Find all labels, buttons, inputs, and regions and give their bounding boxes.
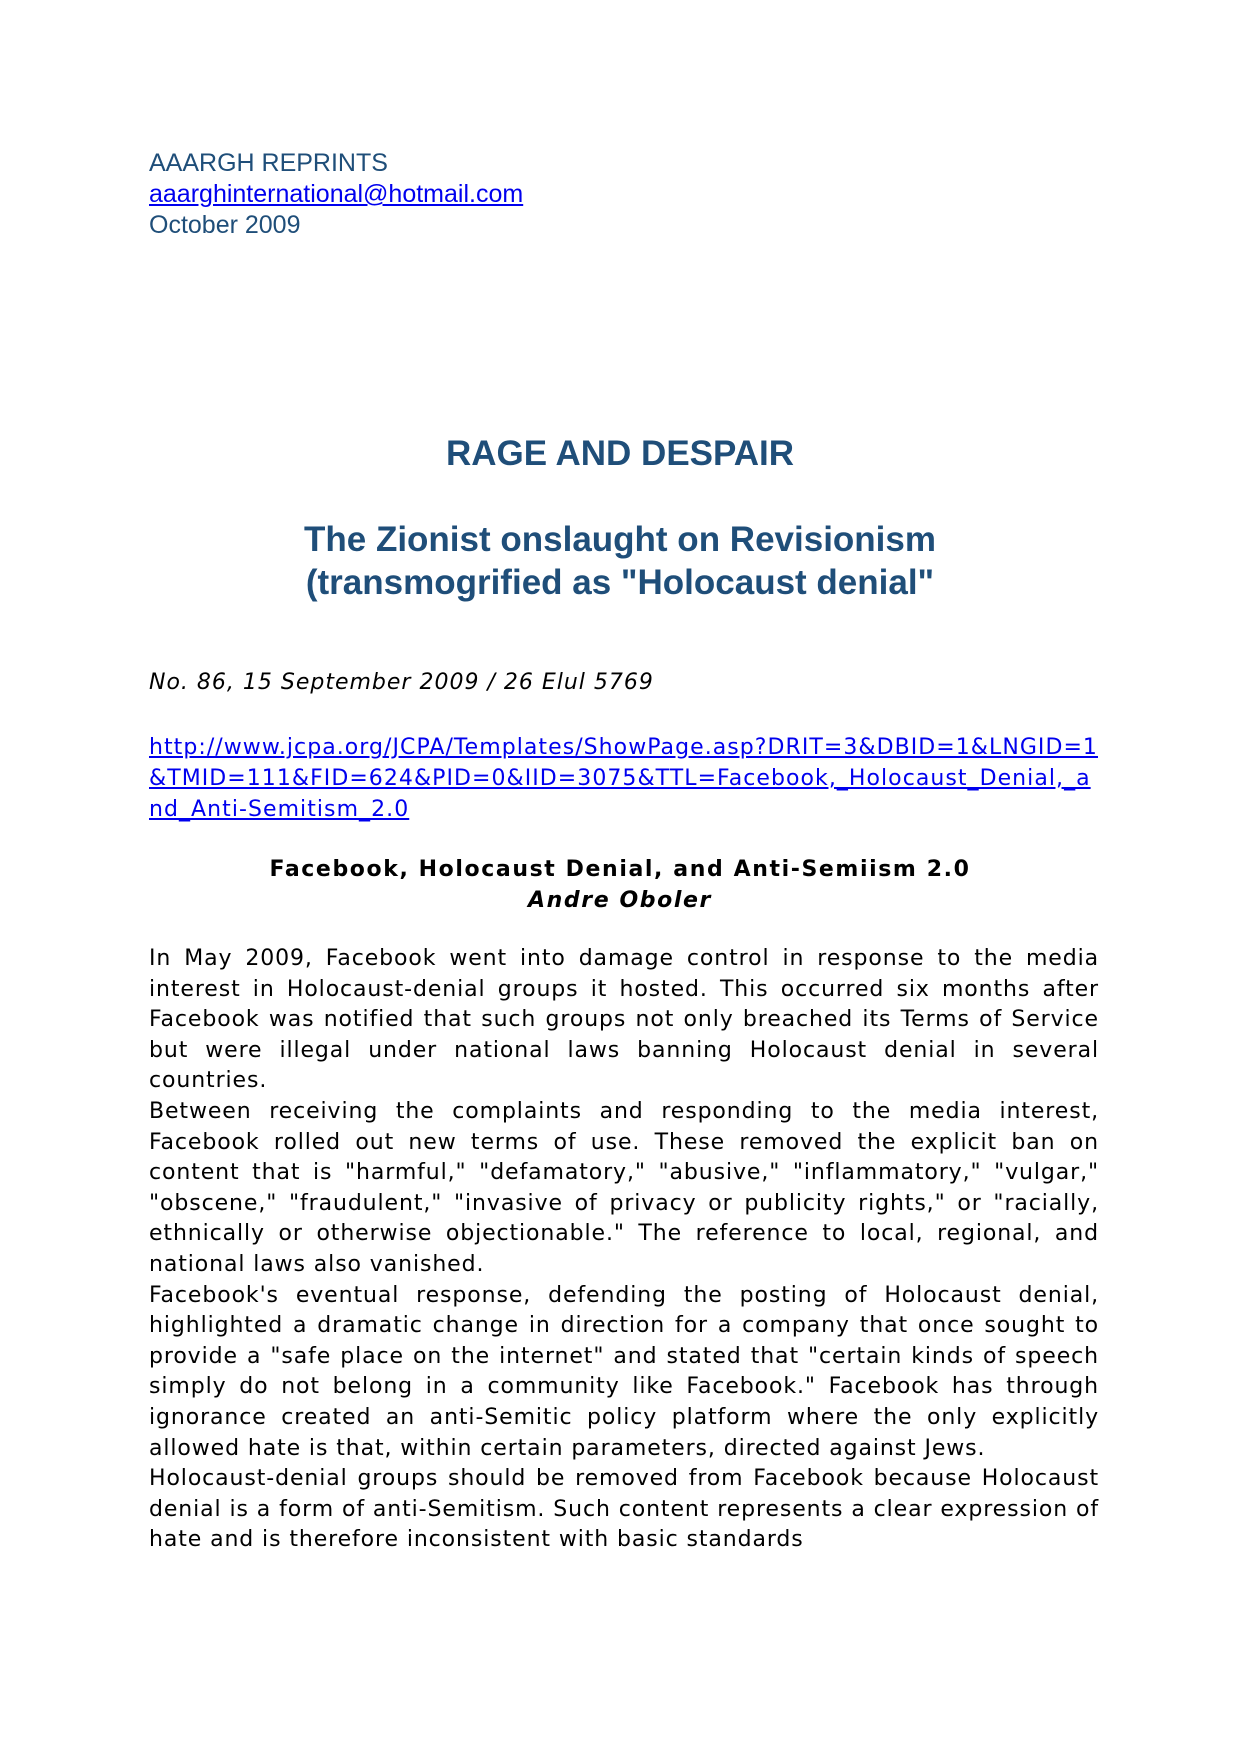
paragraph: In May 2009, Facebook went into damage control in response to the media interest in Holocaust-denial groups it hosted. This occurred six months after Facebook was notified that such groups not only breached its Terms of Service but were illegal under national laws banning Holocaust denial in several countries. [149,946,1099,1094]
page-title: RAGE AND DESPAIR [445,434,795,473]
subtitle-line-2: (transmogrified as "Holocaust denial" [305,563,935,602]
reprint-header [149,148,523,241]
contact-email-link[interactable]: aaarghinternational@hotmail.com [149,180,524,208]
paragraph: Facebook's eventual response, defending the posting of Holocaust denial, highlighted a dramatic change in direction for a company that once sought to provide a "safe place on the internet" and stated that "certain kinds of speech simply do not belong in a community like Facebook." Facebook has through ignorance created an anti-Semitic policy platform where the only explicitly allowed hate is that, within certain parameters, directed against Jews. [149,1282,1099,1461]
page-subtitle [0,518,1240,604]
issue-line: No. 86, 15 September 2009 / 26 Elul 5769 [149,670,654,695]
article-body [149,944,1099,1556]
source-url-link[interactable]: http://www.jcpa.org/JCPA/Templates/ShowPage.asp?DRIT=3&DBID=1&LNGID=1&TMID=111&FID=624&PID=0&IID=3075&TTL=Facebook,_Holocaust_Denial,_and_Anti-Semitism_2.0 [149,735,1098,822]
publication-date: October 2009 [149,211,301,239]
paragraph: Between receiving the complaints and responding to the media interest, Facebook rolled out new terms of use. These removed the explicit ban on content that is "harmful," "defamatory," "abusive," "inflammatory," "vulgar," "obscene," "fraudulent," "invasive of privacy or publicity rights," or "racially, ethnically or otherwise objectionable." The reference to local, regional, and national laws also vanished. [149,1098,1099,1277]
publisher-name: AAARGH REPRINTS [149,149,388,177]
article-title: Facebook, Holocaust Denial, and Anti-Semiism 2.0 [269,857,971,882]
subtitle-line-1: The Zionist onslaught on Revisionism [304,520,936,559]
article-author: Andre Oboler [528,888,712,913]
paragraph: Holocaust-denial groups should be removed from Facebook because Holocaust denial is a form of anti-Semitism. Such content represents a clear expression of hate and is therefore inconsistent with basic standards [149,1466,1099,1553]
